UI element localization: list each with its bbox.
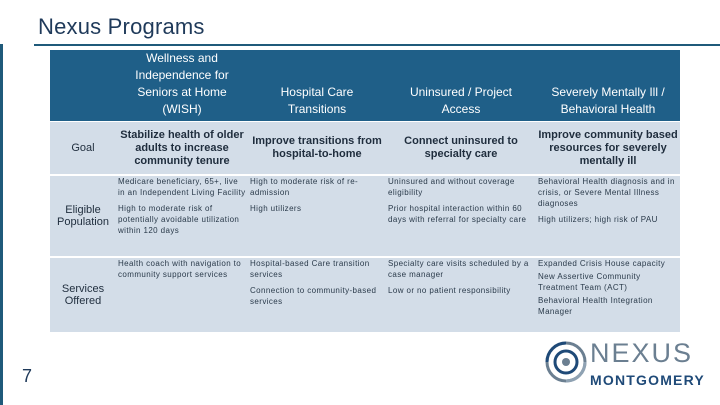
eligible-row xyxy=(50,175,680,257)
services-bh-item: Behavioral Health Integration Manager xyxy=(538,296,653,316)
services-uninsured-item: Specialty care visits scheduled by a case manager xyxy=(388,259,529,279)
programs-table xyxy=(50,50,680,334)
header-wish: Wellness and Independence for Seniors at Home (WISH) xyxy=(116,50,248,122)
logo-name: NEXUS xyxy=(590,338,694,368)
goal-uninsured: Connect uninsured to specialty care xyxy=(386,122,536,176)
page-number: 7 xyxy=(22,366,33,386)
services-hospital-item: Hospital-based Care transition services xyxy=(250,259,370,279)
goal-wish: Stabilize health of older adults to increase community tenure xyxy=(116,122,248,176)
eligible-hospital-item: High to moderate risk of re-admission xyxy=(250,177,359,197)
eligible-wish xyxy=(116,175,248,257)
goal-behavioral-health: Improve community based resources for severely mentally ill xyxy=(536,122,680,176)
logo-mark-icon xyxy=(544,340,588,384)
services-wish-item: Health coach with navigation to community support services xyxy=(118,259,242,279)
logo-subtitle: MONTGOMERY xyxy=(590,372,705,388)
eligible-label: Eligible Population xyxy=(50,175,116,257)
goal-label: Goal xyxy=(50,122,116,176)
left-accent-bar xyxy=(0,44,3,405)
nexus-montgomery-logo xyxy=(544,336,714,398)
eligible-wish-item: High to moderate risk of potentially avoidable utilization within 120 days xyxy=(118,204,240,235)
header-hospital-care: Hospital Care Transitions xyxy=(248,50,386,122)
eligible-wish-item: Medicare beneficiary, 65+, live in an Independent Living Facility xyxy=(118,177,246,197)
slide-title: Nexus Programs xyxy=(38,14,205,39)
header-row xyxy=(50,50,680,122)
title-divider xyxy=(34,44,720,46)
services-uninsured-item: Low or no patient responsibility xyxy=(388,286,511,295)
services-bh-item: New Assertive Community Treatment Team (ACT) xyxy=(538,272,641,292)
eligible-hospital-item: High utilizers xyxy=(250,204,302,213)
header-uninsured: Uninsured / Project Access xyxy=(386,50,536,122)
eligible-bh-item: High utilizers; high risk of PAU xyxy=(538,215,658,224)
services-label: Services Offered xyxy=(50,257,116,333)
services-hospital-care xyxy=(248,257,386,333)
goal-hospital-care: Improve transitions from hospital-to-home xyxy=(248,122,386,176)
services-behavioral-health xyxy=(536,257,680,333)
eligible-uninsured xyxy=(386,175,536,257)
services-row xyxy=(50,257,680,333)
goal-row xyxy=(50,122,680,176)
header-behavioral-health: Severely Mentally Ill / Behavioral Health xyxy=(536,50,680,122)
eligible-behavioral-health xyxy=(536,175,680,257)
services-uninsured xyxy=(386,257,536,333)
services-bh-item: Expanded Crisis House capacity xyxy=(538,259,666,268)
eligible-uninsured-item: Uninsured and without coverage eligibility xyxy=(388,177,515,197)
eligible-hospital-care xyxy=(248,175,386,257)
header-corner xyxy=(50,50,116,122)
eligible-uninsured-item: Prior hospital interaction within 60 days with referral for specialty care xyxy=(388,204,527,224)
services-hospital-item: Connection to community-based services xyxy=(250,286,377,306)
services-wish xyxy=(116,257,248,333)
eligible-bh-item: Behavioral Health diagnosis and in crisis, or Severe Mental Illness diagnoses xyxy=(538,177,675,208)
